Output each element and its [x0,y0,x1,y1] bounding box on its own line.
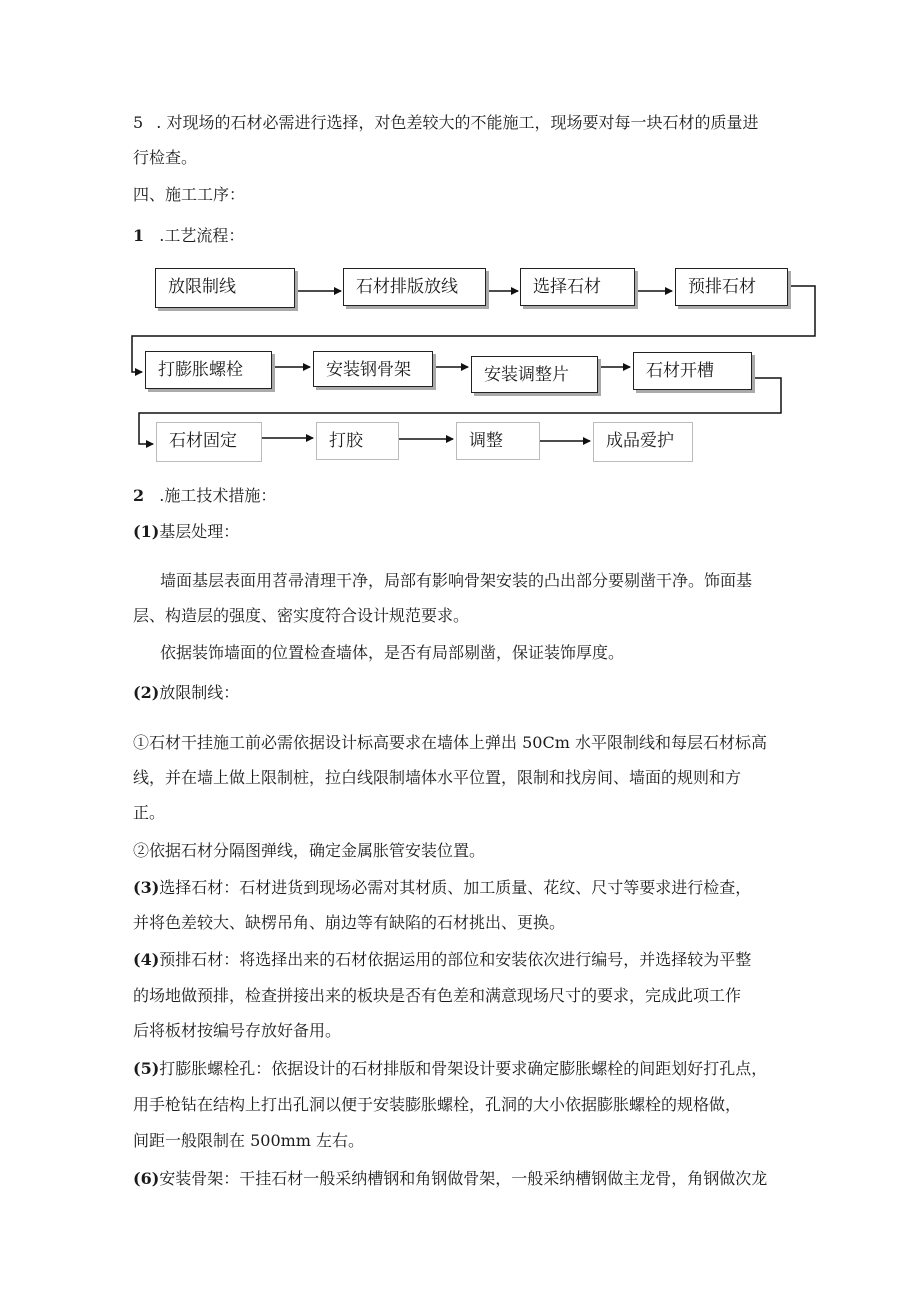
s4-line3: 后将板材按编号存放好备用。 [133,1021,342,1040]
s3-number: (3) [133,878,160,897]
s2-number: (2) [133,683,160,702]
s4-number: (4) [133,950,160,969]
s6-line1 [133,1169,767,1189]
s1-para1-line2: 层、构造层的强度、密实度符合设计规范要求。 [133,606,470,625]
s1-para2: 依据装饰墙面的位置检查墙体，是否有局部剔凿，保证装饰厚度。 [160,643,625,662]
p5-text-1: . 对现场的石材必需进行选择，对色差较大的不能施工，现场要对每一块石材的质量进 [156,113,759,132]
s2-title: 放限制线： [159,683,240,702]
s3-text-1: 选择石材：石材进货到现场必需对其材质、加工质量、花纹、尺寸等要求进行检查， [159,878,752,897]
s1-title: 基层处理： [159,522,240,541]
p5-line2: 行检查。 [133,148,198,167]
s6-text-1: 安装骨架：干挂石材一般采纳槽钢和角钢做骨架，一般采纳槽钢做主龙骨，角钢做次龙 [159,1169,768,1188]
section-title: 四、施工工序： [133,185,246,204]
flow-step-7: 安装调整片 [471,356,598,393]
item1-number: 1 [133,226,145,245]
s3-line2: 并将色差较大、缺楞吊角、崩边等有缺陷的石材挑出、更换。 [133,913,566,932]
s4-line1 [133,950,751,970]
flow-step-11: 调整 [456,422,540,460]
flow-step-5: 打膨胀螺栓 [145,351,272,389]
process-flow-connectors [0,0,920,480]
item1-text: .工艺流程： [159,226,245,245]
flow-step-4: 预排石材 [675,268,788,306]
s5-line2: 用手枪钻在结构上打出孔洞以便于安装膨胀螺栓，孔洞的大小依据膨胀螺栓的规格做， [133,1095,742,1114]
s2-item-a-line1: ①石材干挂施工前必需依据设计标高要求在墙体上弹出 50Cm 水平限制线和每层石材标高 [133,733,767,752]
s1-number: (1) [133,522,160,541]
s5-line3: 间距一般限制在 500mm 左右。 [133,1131,365,1150]
s1-para1-line1: 墙面基层表面用苕帚清理干净，局部有影响骨架安装的凸出部分要剔凿干净。饰面基 [160,571,753,590]
s2-heading [133,683,239,703]
s3-line1 [133,878,751,898]
s2-item-a-line2: 线，并在墙上做上限制桩，拉白线限制墙体水平位置，限制和找房间、墙面的规则和方 [133,768,742,787]
s5-line1 [133,1059,767,1079]
flow-step-12: 成品爱护 [593,422,693,462]
s6-number: (6) [133,1169,160,1188]
flow-step-10: 打胶 [316,422,399,460]
item2-heading [133,486,276,506]
s5-text-1: 打膨胀螺栓孔：依据设计的石材排版和骨架设计要求确定膨胀螺栓的间距划好打孔点， [159,1059,768,1078]
flow-step-2: 石材排版放线 [343,268,486,306]
s2-item-b: ②依据石材分隔图弹线，确定金属胀管安装位置。 [133,841,486,860]
s2-item-a-line3: 正。 [133,803,166,822]
s5-number: (5) [133,1059,160,1078]
flow-step-3: 选择石材 [520,268,635,306]
s4-line2: 的场地做预排，检查拼接出来的板块是否有色差和满意现场尺寸的要求，完成此项工作 [133,986,742,1005]
flow-step-6: 安装钢骨架 [313,351,433,387]
s4-text-1: 预排石材：将选择出来的石材依据运用的部位和安装依次进行编号，并选择较为平整 [159,950,752,969]
flow-step-9: 石材固定 [156,422,262,462]
item2-number: 2 [133,486,145,505]
item2-text: .施工技术措施： [159,486,277,505]
s1-heading [133,522,239,542]
p5-number: 5 [133,113,144,132]
flow-step-8: 石材开槽 [633,352,752,390]
flow-step-1: 放限制线 [155,268,295,308]
